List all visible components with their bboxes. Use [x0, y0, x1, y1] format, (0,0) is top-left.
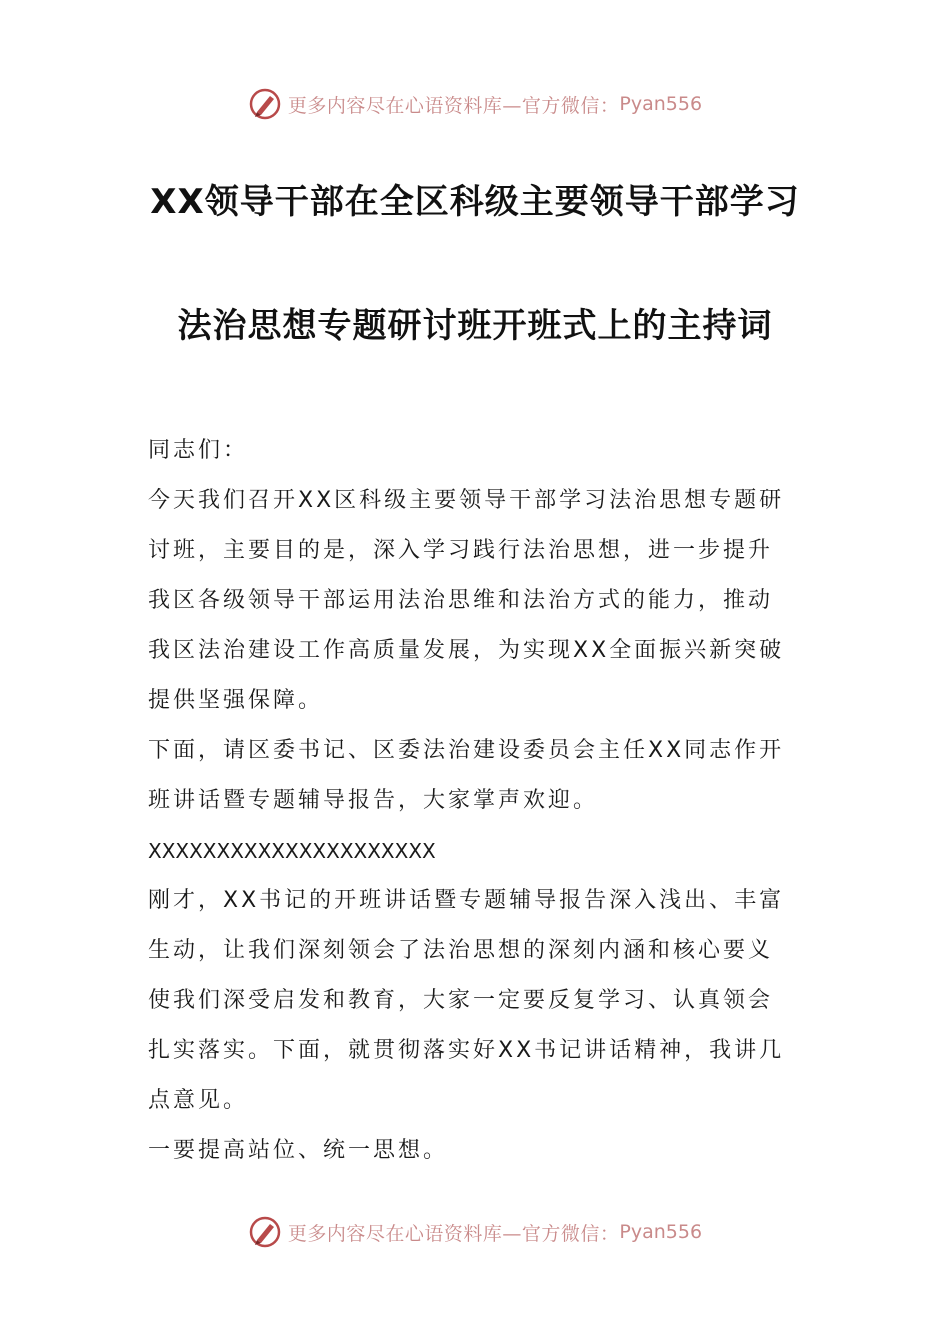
banner-wechat-id: Pyan556	[619, 1221, 703, 1243]
body-line: 一要提高站位、统一思想。	[148, 1138, 449, 1163]
body-line: 提供坚强保障。	[148, 688, 324, 713]
body-line: 同志们：	[148, 438, 249, 463]
body-line: 点意见。	[148, 1088, 249, 1113]
body-line: 讨班，主要目的是，深入学习践行法治思想，进一步提升	[148, 538, 774, 563]
banner-text: 更多内容尽在心语资料库—官方微信：	[287, 1222, 620, 1245]
body-line: 扎实落实。下面，就贯彻落实好XX书记讲话精神，我讲几	[148, 1038, 785, 1063]
body-line: 下面，请区委书记、区委法治建设委员会主任XX同志作开	[148, 738, 785, 763]
header-watermark-banner	[0, 84, 950, 124]
document-body	[148, 426, 804, 1176]
body-line: 班讲话暨专题辅导报告，大家掌声欢迎。	[148, 788, 599, 813]
banner-text: 更多内容尽在心语资料库—官方微信：	[287, 94, 620, 117]
body-line: 使我们深受启发和教育，大家一定要反复学习、认真领会	[148, 988, 774, 1013]
body-line: XXXXXXXXXXXXXXXXXXXXX	[148, 839, 436, 863]
footer-watermark-banner	[0, 1212, 950, 1252]
body-line: 我区各级领导干部运用法治思维和法治方式的能力，推动	[148, 588, 774, 613]
pen-logo-icon	[248, 1215, 282, 1249]
body-line: 我区法治建设工作高质量发展，为实现XX全面振兴新突破	[148, 638, 785, 663]
body-line: 生动，让我们深刻领会了法治思想的深刻内涵和核心要义	[148, 938, 774, 963]
body-line: 刚才，XX书记的开班讲话暨专题辅导报告深入浅出、丰富	[148, 888, 785, 913]
pen-logo-icon	[248, 87, 282, 121]
banner-wechat-id: Pyan556	[619, 93, 703, 115]
document-title-line-2: 法治思想专题研讨班开班式上的主持词	[177, 306, 773, 346]
body-line: 今天我们召开XX区科级主要领导干部学习法治思想专题研	[148, 488, 785, 513]
document-title-line-1: XX领导干部在全区科级主要领导干部学习	[150, 182, 800, 222]
